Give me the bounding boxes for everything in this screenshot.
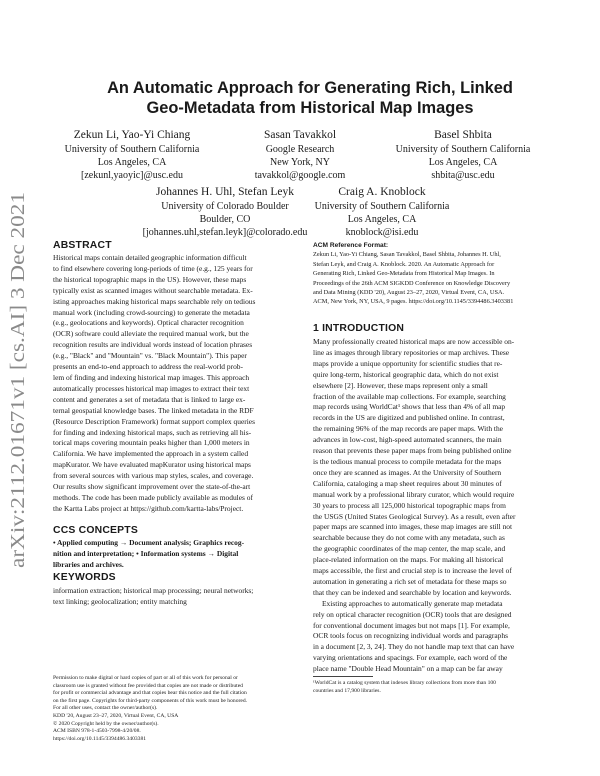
- intro-line: reason that prevents these paper maps from being published online: [313, 446, 512, 456]
- intro-line: that they can be indexed and searchable by location and keywords.: [313, 587, 512, 597]
- intro-line: maps provide a unique opportunity for scientific studies that re-: [313, 358, 503, 368]
- abstract-line: from several sources with various map styles, scales, and coverage.: [53, 471, 254, 481]
- intro-line: Many professionally created historical maps are now accessible on-: [313, 337, 515, 346]
- permission-line: Permission to make digital or hard copies of part or all of this work for personal or: [53, 675, 238, 681]
- author-affiliation: University of Colorado Boulder: [161, 201, 289, 212]
- intro-line: once they are scanned as images. At the University of Southern: [313, 467, 502, 477]
- author-name: Johannes H. Uhl, Stefan Leyk: [156, 186, 294, 198]
- keywords-line: text linking; geolocalization; entity matching: [53, 596, 187, 606]
- ccs-line: • Applied computing → Document analysis; Graphics recog-: [53, 538, 245, 547]
- acm-ref-line: Zekun Li, Yao-Yi Chiang, Sasan Tavakkol, Basel Shbita, Johannes H. Uhl,: [313, 251, 501, 259]
- intro-line: 30 years to process all 125,000 historical topographic maps from: [313, 500, 506, 510]
- author-location: Los Angeles, CA: [347, 214, 417, 225]
- abstract-line: the Kartta Labs project at https://github.com/kartta-labs/Project.: [53, 503, 244, 513]
- intro-line: in a document [2, 3, 24]. They do not handle map text that can have: [313, 642, 515, 652]
- abstract-line: typically exist as scanned images without searchable metadata. Ex-: [53, 285, 253, 295]
- author-block-5: [312, 185, 452, 239]
- intro-line: maps accessible, the first and crucial step is to increase the level of: [313, 566, 512, 576]
- author-block-3: [392, 128, 534, 182]
- footnote-rule: [313, 676, 373, 677]
- acm-reference: [313, 241, 561, 307]
- abstract-line: recognition results are individual words instead of location phrases: [53, 340, 253, 350]
- abstract-line: to find elsewhere covering long-periods of time (e.g., 125 years for: [53, 263, 253, 273]
- ccs-body: [53, 538, 297, 571]
- author-block-2: [238, 128, 362, 182]
- arxiv-stamp-svg: [2, 190, 32, 570]
- intro-line: records in the US are digitized and published online. In contrast,: [313, 413, 505, 423]
- author-location: Boulder, CO: [199, 214, 251, 225]
- intro-line: Existing approaches to automatically generate map metadata: [322, 598, 503, 608]
- acm-ref-line: ACM, New York, NY, USA, 9 pages. https://doi.org/10.1145/3394486.3403381: [313, 298, 514, 306]
- abstract-line: ternal geospatial knowledge bases. The linked metadata in the RDF: [53, 405, 254, 415]
- author-affiliation: University of Southern California: [64, 144, 200, 155]
- permission-line: ACM ISBN 978-1-4503-7998-4/20/08.: [53, 728, 141, 735]
- intro-line: paper maps are scanned into images, these map images are still not: [313, 522, 513, 532]
- abstract-line: (Resource Description Framework) format support complex queries: [53, 416, 255, 426]
- intro-line: the geographic coordinates of the map center, the map scale, and: [313, 544, 506, 554]
- abstract-line: for finding and indexing historical maps, such as retrieving all his-: [53, 427, 252, 437]
- intro-line: map records using WorldCat¹ shows that less than 4% of all map: [313, 402, 506, 412]
- acm-ref-line: Stefan Leyk, and Craig A. Knoblock. 2020. An Automatic Approach for: [313, 260, 495, 268]
- permission-line: on the first page. Copyrights for third-party components of this work must be honored.: [53, 697, 248, 704]
- abstract-line: manual work (including crowd-sourcing) to generate the metadata: [53, 307, 250, 317]
- arxiv-stamp: [2, 190, 32, 570]
- author-name: Zekun Li, Yao-Yi Chiang: [73, 129, 191, 141]
- footnote-line: countries and 17,900 libraries.: [313, 687, 381, 694]
- ccs-heading: CCS CONCEPTS: [53, 525, 138, 536]
- abstract-line: presents an end-to-end approach to address the real-world prob-: [53, 362, 243, 372]
- abstract-line: the historical topographic maps in the US). However, these maps: [53, 274, 247, 284]
- intro-line: quire long-term, historical geographic data, which do not exist: [313, 369, 499, 379]
- abstract-line: (OCR) software could alleviate the required manual work, but the: [53, 329, 249, 339]
- intro-body: [313, 337, 561, 675]
- footnote: [313, 680, 561, 695]
- abstract-line: mapKurator. We have evaluated mapKurator using historical maps: [53, 460, 251, 470]
- intro-line: varying orientations and spacings. For example, each word of the: [313, 653, 508, 663]
- abstract-line: isting approaches making historical maps searchable rely on tedious: [53, 296, 256, 306]
- author-block-1: [62, 128, 202, 182]
- abstract-line: automatically processes historical map images to extract their text: [53, 383, 250, 393]
- intro-line: searchable because they do not come with any metadata, such as: [313, 533, 505, 543]
- permission-block: [53, 675, 297, 743]
- abstract-body: [53, 253, 297, 515]
- permission-line: https://doi.org/10.1145/3394486.3403381: [53, 735, 147, 742]
- intro-line: place-related information on the maps. For making all historical: [313, 555, 504, 565]
- intro-line: automation in generating a rich set of metadata for these maps so: [313, 576, 507, 586]
- intro-line: place name "Double Head Mountain" on a map can be far away: [313, 664, 503, 674]
- intro-line: the remaining 96% of the map records are paper maps. With the: [313, 424, 503, 434]
- keywords-body: [53, 586, 297, 608]
- intro-line: for conventional document images but not maps [1]. For example,: [313, 620, 510, 630]
- abstract-line: torical maps covering mountain peaks higher than 1,000 meters in: [53, 438, 250, 448]
- acm-ref-body: [313, 250, 561, 306]
- author-email: [zekunl,yaoyic]@usc.edu: [81, 170, 183, 181]
- author-location: Los Angeles, CA: [97, 157, 167, 168]
- author-name: Sasan Tavakkol: [263, 129, 337, 141]
- intro-heading: 1 INTRODUCTION: [313, 323, 405, 334]
- title-line-1: An Automatic Approach for Generating Rich, Linked: [107, 79, 513, 97]
- author-name: Basel Shbita: [434, 129, 492, 141]
- author-location: Los Angeles, CA: [428, 157, 498, 168]
- footnote-line: ¹WorldCat is a catalog system that indexes library collections from more than 100: [313, 680, 496, 686]
- author-email: shbita@usc.edu: [431, 170, 495, 181]
- author-name: Craig A. Knoblock: [338, 186, 426, 198]
- ccs-line: libraries and archives.: [53, 559, 124, 569]
- intro-line: California, cataloging a map sheet requires about 30 minutes of: [313, 478, 502, 488]
- acm-ref-line: Generating Rich, Linked Geo-Metadata from Historical Map Images. In: [313, 270, 495, 278]
- author-email: tavakkol@google.com: [254, 170, 346, 181]
- author-email: knoblock@isi.edu: [345, 227, 419, 238]
- permission-line: for profit or commercial advantage and that copies bear this notice and the full citation: [53, 690, 247, 697]
- author-affiliation: University of Southern California: [314, 201, 450, 212]
- intro-line: manual work by a professional library curator, which would require: [313, 489, 515, 499]
- acm-ref-heading: ACM Reference Format:: [313, 242, 389, 249]
- permission-line: KDD '20, August 23–27, 2020, Virtual Event, CA, USA: [53, 712, 179, 719]
- intro-line: rely on optical character recognition (OCR) tools that are designed: [313, 609, 512, 619]
- intro-line: the USGS (United States Geological Survey). As a result, even after: [313, 511, 516, 521]
- author-block-4: [140, 185, 310, 239]
- permission-line: For all other uses, contact the owner/author(s).: [53, 705, 158, 712]
- author-affiliation: University of Southern California: [395, 144, 531, 155]
- intro-line: OCR tools focus on recognizing individual words and paragraphs: [313, 631, 508, 641]
- permission-line: © 2020 Copyright held by the owner/author(s).: [53, 720, 159, 727]
- abstract-line: Our results show significant improvement over the state-of-the-art: [53, 482, 251, 492]
- intro-line: is the tedious manual process to compile metadata for the maps: [313, 456, 502, 466]
- intro-line: fraction of the available map collections. For example, searching: [313, 391, 506, 401]
- keywords-line: information extraction; historical map processing; neural networks;: [53, 586, 254, 595]
- abstract-line: methods. The code has been made publicly available as modules of: [53, 492, 253, 502]
- abstract-line: lem of finding and indexing historical map images. This approach: [53, 372, 250, 382]
- author-affiliation: Google Research: [265, 144, 335, 155]
- paper-title: [60, 78, 560, 118]
- arxiv-stamp-text: arXiv:2112.01671v1 [cs.AI] 3 Dec 2021: [8, 252, 29, 568]
- abstract-line: content and generates a set of metadata that is linked to large ex-: [53, 394, 246, 404]
- intro-line: advances in low-cost, high-speed automated scanners, the main: [313, 435, 502, 445]
- ccs-line: nition and interpretation; • Information systems → Digital: [53, 548, 239, 558]
- keywords-heading: KEYWORDS: [53, 572, 116, 583]
- acm-ref-line: Proceedings of the 26th ACM SIGKDD Conference on Knowledge Discovery: [313, 279, 511, 287]
- abstract-heading: ABSTRACT: [53, 240, 112, 251]
- abstract-line: (e.g., "Black" and "Mountain" vs. "Black Mountain"). This paper: [53, 351, 247, 361]
- abstract-line: California. We have implemented the approach in a system called: [53, 449, 249, 459]
- intro-line: line as images through library repositories or map archives. These: [313, 347, 510, 357]
- title-line-2: Geo-Metadata from Historical Map Images: [146, 99, 474, 117]
- intro-line: elsewhere [2]. However, these maps represent only a small: [313, 380, 488, 390]
- acm-ref-line: and Data Mining (KDD '20), August 23–27, 2020, Virtual Event, CA, USA.: [313, 289, 505, 297]
- author-location: New York, NY: [269, 157, 330, 168]
- author-email: [johannes.uhl,stefan.leyk]@colorado.edu: [142, 227, 308, 238]
- abstract-line: (e.g., geolocations and keywords). Optical character recognition: [53, 318, 244, 328]
- permission-line: classroom use is granted without fee provided that copies are not made or distributed: [53, 682, 243, 689]
- abstract-line: Historical maps contain detailed geographic information difficult: [53, 253, 247, 262]
